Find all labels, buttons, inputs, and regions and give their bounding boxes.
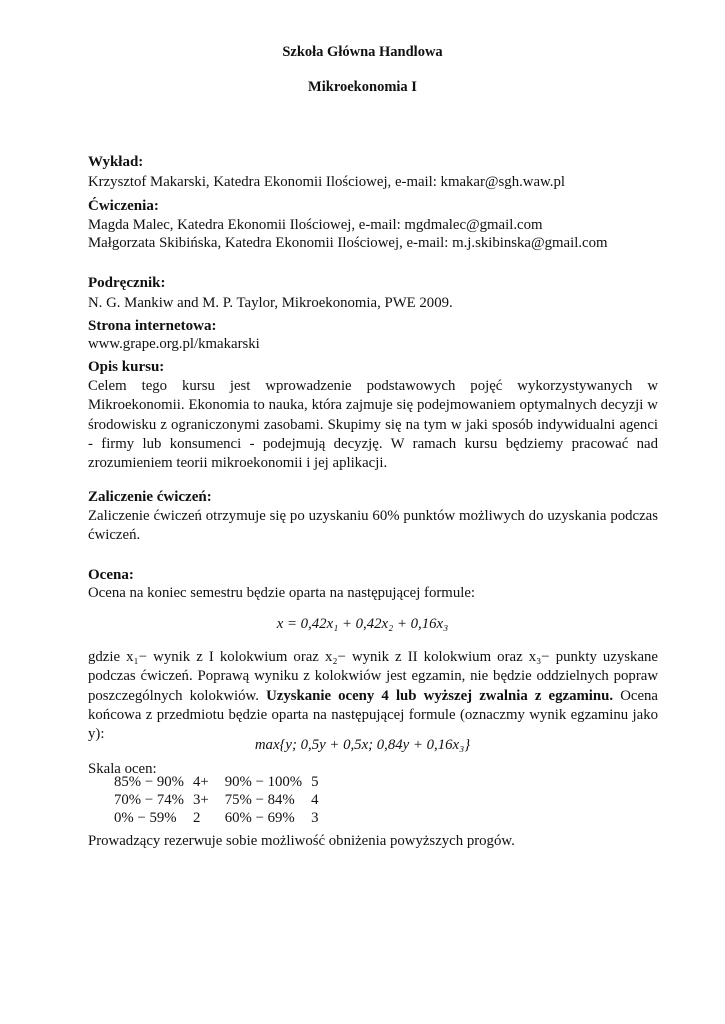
website-url: www.grape.org.pl/kmakarski (88, 336, 260, 352)
final-formula: max{y; 0,5y + 0,5x; 0,84y + 0,16x₃} (254, 737, 471, 753)
scale-grade: 4 (311, 791, 319, 808)
lecture-line: Krzysztof Makarski, Katedra Ekonomii Ilościowej, e-mail: kmakar@sgh.waw.pl (88, 174, 565, 190)
exercises-line-2: Małgorzata Skibińska, Katedra Ekonomii Ilościowej, e-mail: m.j.skibinska@gmail.com (88, 235, 608, 251)
scale-range: 90% − 100% (224, 773, 303, 790)
exercises-heading: Ćwiczenia: (88, 198, 159, 214)
textbook-heading: Podręcznik: (88, 275, 166, 291)
scale-label: Skala ocen: (88, 761, 157, 777)
grading-intro: Ocena na koniec semestru będzie oparta na następującej formule: (88, 585, 476, 601)
scale-grade: 2 (193, 809, 201, 826)
scale-grade: 3+ (193, 791, 209, 808)
lecture-heading: Wykład: (88, 154, 144, 170)
scale-range: 75% − 84% (224, 791, 295, 808)
explanation-post: Ocena końcowa z przedmiotu będzie oparta na następującej formule (oznaczmy wynik egzaminu jako y): (88, 687, 658, 743)
school-title: Szkoła Główna Handlowa (282, 44, 443, 60)
exercise-credit-text: Zaliczenie ćwiczeń otrzymuje się po uzyskaniu 60% punktów możliwych do uzyskania podczas ćwiczeń. (88, 508, 658, 544)
grading-formula: x = 0,42x₁ + 0,42x₂ + 0,16x₃ (276, 616, 449, 632)
scale-grade: 5 (311, 773, 319, 790)
table-row (114, 809, 328, 827)
scale-range: 60% − 69% (224, 809, 295, 826)
course-title: Mikroekonomia I (308, 79, 417, 95)
scale-grade: 3 (311, 809, 319, 826)
exercises-line-1: Magda Malec, Katedra Ekonomii Ilościowej, e-mail: mgdmalec@gmail.com (88, 217, 543, 233)
grading-explanation (88, 648, 658, 744)
scale-range: 70% − 74% (114, 791, 184, 808)
scale-grade: 4+ (193, 773, 209, 790)
description-text: Celem tego kursu jest wprowadzenie podstawowych pojęć wykorzystywanych w Mikroekonomii. Ekonomia to nauka, która zajmuje się podejmowaniem optymalnych decyzji w środowisku z ograniczonymi zasobami. Skupimy się na tym w jaki sposób indywidualni agenci - firmy lub konsumenci - podejmują decyzję. W ramach kursu będziemy pracować nad zrozumieniem teorii mikroekonomii i jej aplikacji. (88, 378, 658, 472)
description-heading: Opis kursu: (88, 359, 165, 375)
table-row (114, 791, 328, 809)
exercise-credit-heading: Zaliczenie ćwiczeń: (88, 489, 212, 505)
scale-range: 85% − 90% (114, 773, 184, 790)
website-heading: Strona internetowa: (88, 318, 217, 334)
scale-range: 0% − 59% (114, 809, 177, 826)
textbook-line: N. G. Mankiw and M. P. Taylor, Mikroekonomia, PWE 2009. (88, 295, 453, 311)
explanation-pre: gdzie x₁− wynik z I kolokwium oraz x₂− wynik z II kolokwium oraz x₃− punkty uzyskane podczas ćwiczeń. Poprawą wyniku z kolokwiów jest egzamin, nie będzie oddzielnych popraw poszczególnych kolokwiów. (88, 649, 658, 704)
explanation-bold: Uzyskanie oceny 4 lub wyższej zwalnia z egzaminu. (266, 687, 614, 704)
grading-heading: Ocena: (88, 567, 134, 583)
grading-note: Prowadzący rezerwuje sobie możliwość obniżenia powyższych progów. (88, 833, 515, 849)
table-row (114, 773, 328, 791)
grade-scale-table (114, 773, 328, 827)
